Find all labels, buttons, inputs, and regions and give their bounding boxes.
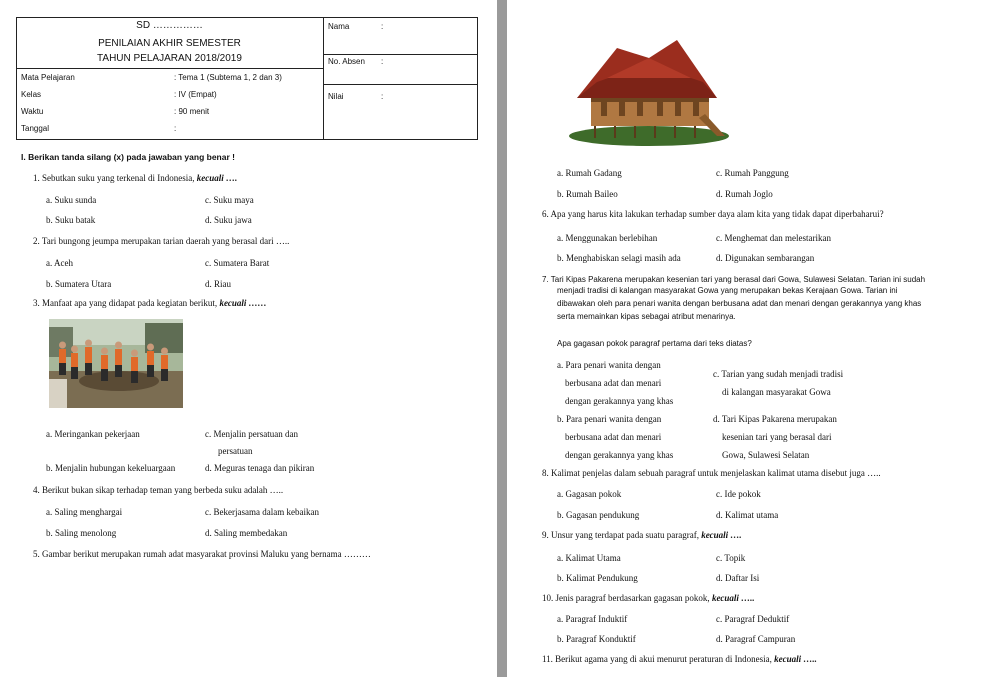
question-9: 9. Unsur yang terdapat pada suatu paragraf, kecuali …. — [542, 530, 742, 540]
q1-option-c[interactable]: c. Suku maya — [205, 195, 254, 205]
q7-option-d[interactable]: d. Tari Kipas Pakarena merupakan — [713, 414, 837, 424]
name-label: Nama — [328, 22, 350, 31]
q7-option-d-line-2: kesenian tari yang berasal dari — [722, 432, 832, 442]
field-label-date: Tanggal — [21, 124, 50, 133]
school-name: SD …………… — [136, 20, 203, 31]
question-7-line-3: dibawakan oleh para penari wanita dengan berbusana adat dan menari dengan gerakannya yang khas — [557, 299, 922, 308]
q9-option-a[interactable]: a. Kalimat Utama — [557, 553, 621, 563]
document-page-right — [507, 0, 1005, 677]
q8-option-a[interactable]: a. Gagasan pokok — [557, 489, 622, 499]
q2-option-a[interactable]: a. Aceh — [46, 258, 73, 268]
document-page-left — [0, 0, 497, 677]
q1-option-b[interactable]: b. Suku batak — [46, 215, 96, 225]
q8-option-c[interactable]: c. Ide pokok — [716, 489, 761, 499]
name-colon: : — [381, 22, 384, 31]
q7-option-d-line-3: Gowa, Sulawesi Selatan — [722, 450, 810, 460]
absen-label: No. Absen — [328, 57, 365, 66]
score-label: Nilai — [328, 92, 344, 101]
q6-option-d[interactable]: d. Digunakan sembarangan — [716, 253, 815, 263]
q3-option-a[interactable]: a. Meringankan pekerjaan — [46, 429, 140, 439]
field-value-subject: : Tema 1 (Subtema 1, 2 dan 3) — [174, 73, 282, 82]
q7-option-b-line-3: dengan gerakannya yang khas — [565, 450, 674, 460]
field-label-time: Waktu — [21, 107, 44, 116]
q8-option-b[interactable]: b. Gagasan pendukung — [557, 510, 640, 520]
q7-option-a-line-3: dengan gerakannya yang khas — [565, 396, 674, 406]
question-7-ask: Apa gagasan pokok paragraf pertama dari teks diatas? — [557, 339, 752, 348]
q10-option-d[interactable]: d. Paragraf Campuran — [716, 634, 796, 644]
q10-option-b[interactable]: b. Paragraf Konduktif — [557, 634, 636, 644]
score-colon: : — [381, 92, 384, 101]
question-4: 4. Berikut bukan sikap terhadap teman yang berbeda suku adalah ….. — [33, 485, 284, 495]
exam-title: PENILAIAN AKHIR SEMESTER — [98, 38, 241, 49]
q4-option-c[interactable]: c. Bekerjasama dalam kebaikan — [205, 507, 319, 517]
question-1: 1. Sebutkan suku yang terkenal di Indonesia, kecuali …. — [33, 173, 238, 183]
q4-option-d[interactable]: d. Saling membedakan — [205, 528, 288, 538]
q1-option-d[interactable]: d. Suku jawa — [205, 215, 252, 225]
q7-option-c[interactable]: c. Tarian yang sudah menjadi tradisi — [713, 369, 844, 379]
rumah-adat-image — [567, 36, 732, 148]
q5-option-b[interactable]: b. Rumah Baileo — [557, 189, 618, 199]
q3-option-d[interactable]: d. Meguras tenaga dan pikiran — [205, 463, 315, 473]
instruction: I. Berikan tanda silang (x) pada jawaban yang benar ! — [21, 152, 235, 162]
q5-option-a[interactable]: a. Rumah Gadang — [557, 168, 622, 178]
q7-option-c-line-2: di kalangan masyarakat Gowa — [722, 387, 831, 397]
q10-option-a[interactable]: a. Paragraf Induktif — [557, 614, 628, 624]
exam-year: TAHUN PELAJARAN 2018/2019 — [97, 53, 242, 64]
q5-option-d[interactable]: d. Rumah Joglo — [716, 189, 773, 199]
q2-option-b[interactable]: b. Sumatera Utara — [46, 279, 112, 289]
q8-option-d[interactable]: d. Kalimat utama — [716, 510, 779, 520]
q10-option-c[interactable]: c. Paragraf Deduktif — [716, 614, 790, 624]
question-11: 11. Berikut agama yang di akui menurut peraturan di Indonesia, kecuali ….. — [542, 654, 817, 664]
question-6: 6. Apa yang harus kita lakukan terhadap sumber daya alam kita yang tidak dapat diperbaharui? — [542, 209, 884, 219]
field-value-time: : 90 menit — [174, 107, 210, 116]
question-8: 8. Kalimat penjelas dalam sebuah paragraf untuk menjelaskan kalimat utama disebut juga ….. — [542, 468, 881, 478]
q4-option-a[interactable]: a. Saling menghargai — [46, 507, 123, 517]
field-label-class: Kelas — [21, 90, 42, 99]
field-label-subject: Mata Pelajaran — [21, 73, 75, 82]
q6-option-a[interactable]: a. Menggunakan berlebihan — [557, 233, 658, 243]
q7-option-b-line-2: berbusana adat dan menari — [565, 432, 662, 442]
q2-option-c[interactable]: c. Sumatera Barat — [205, 258, 270, 268]
question-2: 2. Tari bungong jeumpa merupakan tarian daerah yang berasal dari ….. — [33, 236, 290, 246]
q6-option-c[interactable]: c. Menghemat dan melestarikan — [716, 233, 831, 243]
q7-option-a-line-2: berbusana adat dan menari — [565, 378, 662, 388]
q7-option-b[interactable]: b. Para penari wanita dengan — [557, 414, 662, 424]
question-3: 3. Manfaat apa yang didapat pada kegiatan berikut, kecuali …… — [33, 298, 267, 308]
question-10: 10. Jenis paragraf berdasarkan gagasan pokok, kecuali ….. — [542, 593, 755, 603]
q4-option-b[interactable]: b. Saling menolong — [46, 528, 117, 538]
question-5: 5. Gambar berikut merupakan rumah adat masyarakat provinsi Maluku yang bernama ……… — [33, 549, 371, 559]
q1-option-a[interactable]: a. Suku sunda — [46, 195, 97, 205]
q6-option-b[interactable]: b. Menghabiskan selagi masih ada — [557, 253, 681, 263]
q9-option-c[interactable]: c. Topik — [716, 553, 746, 563]
q3-option-c-cont: persatuan — [218, 446, 253, 456]
q9-option-d[interactable]: d. Daftar Isi — [716, 573, 760, 583]
absen-colon: : — [381, 57, 384, 66]
question-7-line-1: 7. Tari Kipas Pakarena merupakan kesenian tari yang berasal dari Gowa, Sulawesi Selatan. Tarian ini sudah — [542, 275, 926, 284]
q2-option-d[interactable]: d. Riau — [205, 279, 231, 289]
question-7-line-4: serta memainkan kipas sebagai atribut menarinya. — [557, 312, 736, 321]
field-value-class: : IV (Empat) — [174, 90, 217, 99]
gotong-royong-photo — [49, 319, 183, 408]
field-value-date: : — [174, 124, 177, 133]
q7-option-a[interactable]: a. Para penari wanita dengan — [557, 360, 661, 370]
q5-option-c[interactable]: c. Rumah Panggung — [716, 168, 789, 178]
q3-option-c[interactable]: c. Menjalin persatuan dan — [205, 429, 298, 439]
q3-option-b[interactable]: b. Menjalin hubungan kekeluargaan — [46, 463, 176, 473]
q9-option-b[interactable]: b. Kalimat Pendukung — [557, 573, 638, 583]
question-7-line-2: menjadi tradisi di kalangan masyarakat Gowa yang merupakan bekas Kerajaan Gowa. Tarian ini — [557, 286, 898, 295]
